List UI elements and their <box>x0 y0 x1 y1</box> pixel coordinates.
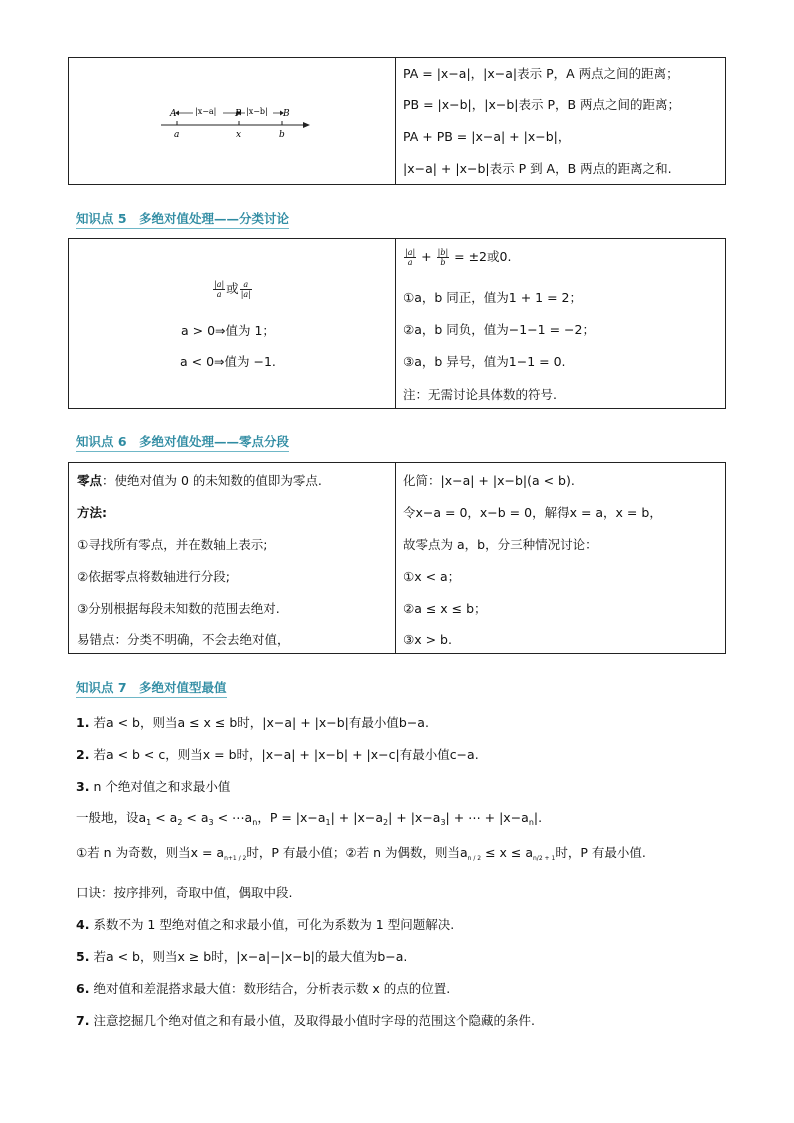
list-item-2: 2. 若a < b < c，则当x = b时，|x−a| + |x−b| + |x−c|有最小值c−a. <box>76 747 479 762</box>
positive-rule: a > 0⇒值为 1； <box>181 323 275 338</box>
number-line-cell <box>69 58 396 184</box>
example-cases-intro: 故零点为 a，b，分三种情况讨论： <box>403 537 598 552</box>
list-item-5: 5. 若a < b，则当x ≥ b时，|x−a|−|x−b|的最大值为b−a. <box>76 949 408 964</box>
list-item-6: 6. 绝对值和差混搭求最大值：数形结合，分析表示数 x 的点的位置. <box>76 981 451 996</box>
method-step-2: ②依据零点将数轴进行分段; <box>77 569 230 584</box>
list-item-7: 7. 注意挖掘几个绝对值之和有最小值，及取得最小值时字母的范围这个隐藏的条件. <box>76 1013 535 1028</box>
explain-line-3: PA + PB = |x−a| + |x−b|， <box>403 129 571 144</box>
list-item-3: 3. n 个绝对值之和求最小值 <box>76 779 231 794</box>
explain-line-1: PA = |x−a|，|x−a|表示 P，A 两点之间的距离； <box>403 66 679 81</box>
case-opposite-signs: ③a，b 异号，值为1−1 = 0. <box>403 354 566 369</box>
method-step-3: ③分别根据每段未知数的范围去绝对. <box>77 601 280 616</box>
mnemonic-line: 口诀：按序排列，奇取中值，偶取中段. <box>76 885 293 900</box>
general-formula: 一般地，设$a_1 < a_2 < a_3$ < $\cdots a_n$，$P = |x-a_1| + |x-a_2| + |x-a_3|$ + ⋯ + $|x-a_n|$. <box>76 810 543 827</box>
list-item-4: 4. 系数不为 1 型绝对值之和求最小值，可化为系数为 1 型问题解决. <box>76 917 455 932</box>
list-item-1: 1. 若a < b，则当a ≤ x ≤ b时，|x−a| + |x−b|有最小值b−a. <box>76 715 429 730</box>
zero-definition: 零点：使绝对值为 0 的未知数的值即为零点. <box>77 473 322 488</box>
tick-a-label: a <box>174 130 180 140</box>
tick-x-label: x <box>236 130 242 140</box>
odd-even-rule: ①若 n 为奇数，则当$x = a_{n+1 / 2}$时，P 有最小值；②若 n 为偶数，则当$a_{n / 2} \le x \le a_{n/2 + 1}$时，P 有最小值. <box>76 845 646 862</box>
seg-right-label: |x−b| <box>246 107 268 116</box>
explain-line-2: PB = |x−b|，|x−b|表示 P，B 两点之间的距离； <box>403 97 681 112</box>
sign-rule-cell <box>69 239 396 408</box>
axis-arrow <box>303 122 310 128</box>
zero-method-cell <box>69 463 396 653</box>
method-step-1: ①寻找所有零点，并在数轴上表示; <box>77 537 268 552</box>
sum-cases-cell <box>396 239 725 408</box>
table-zero-segments <box>68 462 726 654</box>
label-B: B <box>283 109 290 119</box>
table-classification <box>68 238 726 409</box>
zero-example-cell <box>396 463 725 653</box>
tick-b-label: b <box>279 130 285 140</box>
example-solve: 令x−a = 0，x−b = 0，解得x = a，x = b， <box>403 505 662 520</box>
fraction-abs-b-over-b: $\frac{|b|}{b}$ <box>437 248 449 267</box>
explain-line-4: |x−a| + |x−b|表示 P 到 A，B 两点的距离之和. <box>403 161 672 176</box>
fraction-a-over-abs-a: $\frac{a}{|a|}$ <box>240 280 251 299</box>
example-case-1: ①x < a； <box>403 569 461 584</box>
example-case-3: ③x > b. <box>403 632 452 647</box>
label-A: A <box>170 109 177 119</box>
number-line-diagram <box>69 58 396 186</box>
heading-knowledge-point-5: 知识点 5 多绝对值处理——分类讨论 <box>76 211 289 229</box>
distance-explanation-cell <box>396 58 725 184</box>
fraction-abs-a-over-a: $\frac{|a|}{a}$ <box>405 248 416 267</box>
method-label: 方法: <box>77 505 107 520</box>
note-line: 注：无需讨论具体数的符号. <box>403 387 557 402</box>
table-distance <box>68 57 726 185</box>
case-same-negative: ②a，b 同负，值为−1−1 = −2； <box>403 322 595 337</box>
seg-left-label: |x−a| <box>195 107 217 116</box>
pitfall-line: 易错点：分类不明确，不会去绝对值， <box>77 632 290 647</box>
sign-fraction-line: $\frac{|a|}{a}$ 或 $\frac{a}{|a|}$ <box>214 280 251 299</box>
example-case-2: ②a ≤ x ≤ b； <box>403 601 487 616</box>
example-simplify: 化简：|x−a| + |x−b|(a < b). <box>403 473 575 488</box>
negative-rule: a < 0⇒值为 −1. <box>180 354 276 369</box>
case-same-positive: ①a，b 同正，值为1 + 1 = 2； <box>403 290 582 305</box>
heading-knowledge-point-7: 知识点 7 多绝对值型最值 <box>76 680 227 698</box>
label-P: P <box>235 109 242 119</box>
fraction-abs-a-over-a: $\frac{|a|}{a}$ <box>214 280 225 299</box>
heading-knowledge-point-6: 知识点 6 多绝对值处理——零点分段 <box>76 434 289 452</box>
sum-formula: $\frac{|a|}{a}$ + $\frac{|b|}{b}$ = ±2或0. <box>405 248 512 267</box>
